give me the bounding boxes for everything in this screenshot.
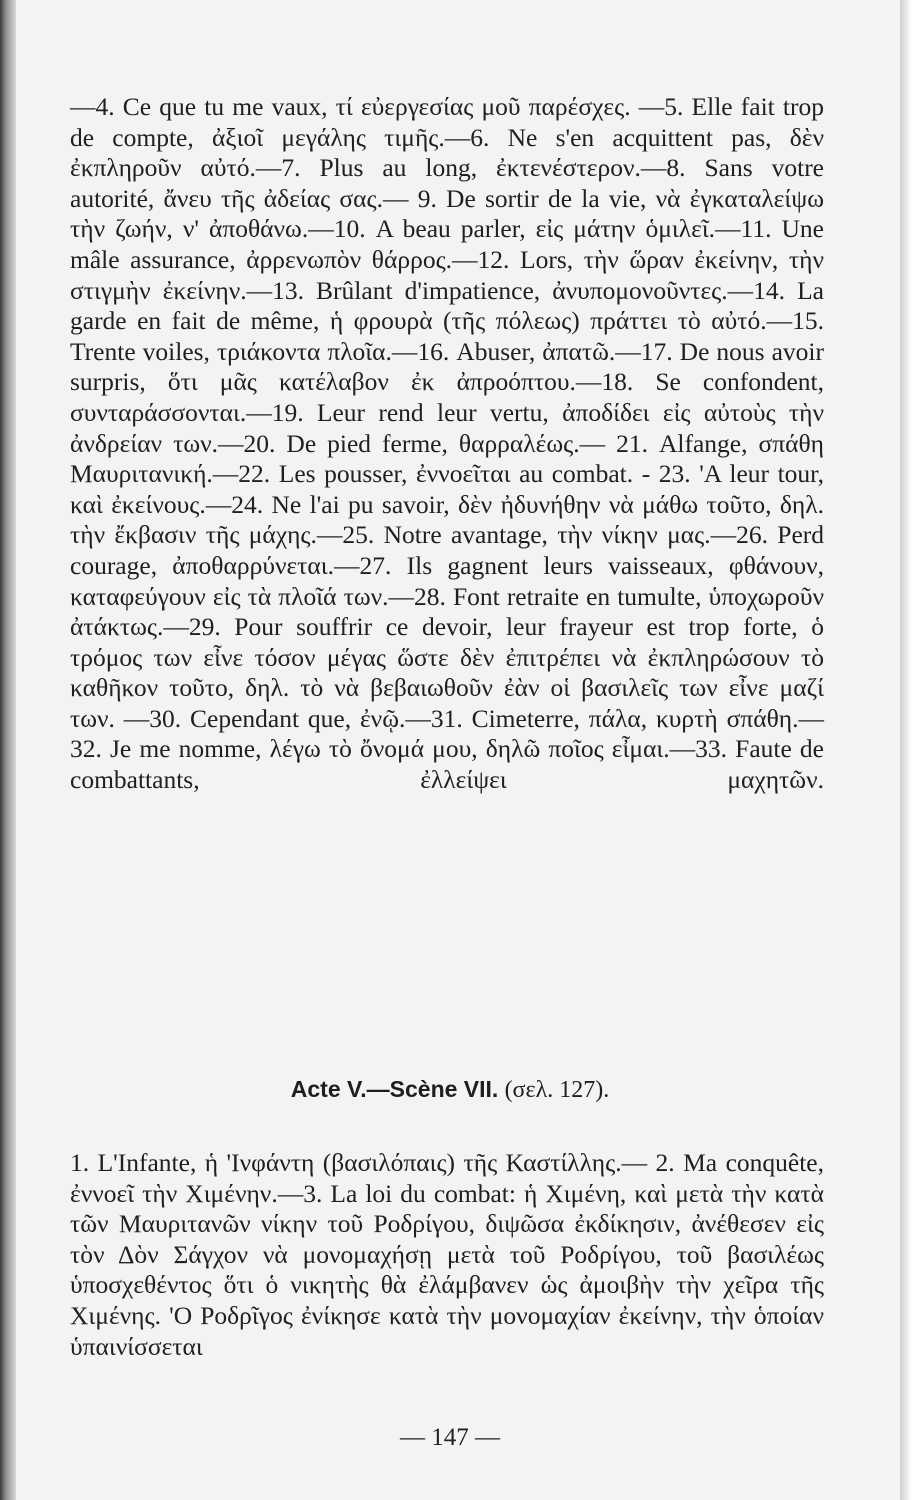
page-number: — 147 — — [400, 1424, 500, 1451]
section-heading — [0, 1076, 900, 1104]
page-right-margin — [900, 0, 912, 1500]
act-scene-title: Acte V.—Scène VII. — [290, 1076, 499, 1102]
notes-paragraph: —4. Ce que tu me vaux, τί εὐεργεσίας μοῦ παρέσχες. —5. Elle fait trop de compte, ἀξιοῖ μεγάλης τιμῆς.—6. Ne s'en acquittent pas, δὲν ἐκπληροῦν αὐτό.—7. Plus au long, ἐκτενέστερον.—8. Sans votre autorité, ἄνευ τῆς ἀδείας σας.— 9. De sortir de la vie, νὰ ἐγκαταλείψω τὴν ζωήν, ν' ἀποθάνω.—10. A beau parler, εἰς μάτην ὁμιλεῖ.—11. Une mâle assurance, ἀρρενωπὸν θάρρος.—12. Lors, τὴν ὥραν ἐκείνην, τὴν στιγμὴν ἐκείνην.—13. Brûlant d'impatience, ἀνυπομονοῦντες.—14. La garde en fait de même, ἡ φρουρὰ (τῆς πόλεως) πράττει τὸ αὐτό.—15. Trente voiles, τριάκοντα πλοῖα.—16. Abuser, ἀπατῶ.—17. De nous avoir surpris, ὅτι μᾶς κατέλαβον ἐκ ἀπροόπτου.—18. Se confondent, συνταράσσονται.—19. Leur rend leur vertu, ἀποδίδει εἰς αὐτοὺς τὴν ἀνδρείαν των.—20. De pied ferme, θαρραλέως.— 21. Alfange, σπάθη Μαυριτανική.—22. Les pousser, ἐννοεῖται au combat. - 23. 'A leur tour, καὶ ἐκείνους.—24. Ne l'ai pu savoir, δὲν ἠδυνήθην νὰ μάθω τοῦτο, δηλ. τὴν ἔκβασιν τῆς μάχης.—25. Notre avantage, τὴν νίκην μας.—26. Perd courage, ἀποθαρρύνεται.—27. Ils gagnent leurs vaisseaux, φθάνουν, καταφεύγουν εἰς τὰ πλοῖά των.—28. Font retraite en tumulte, ὑποχωροῦν ἀτάκτως.—29. Pour souffrir ce devoir, leur frayeur est trop forte, ὁ τρόμος των εἶνε τόσον μέγας ὥστε δὲν ἐπιτρέπει νὰ ἐκπληρώσουν τὸ καθῆκον τοῦτο, δηλ. τὸ νὰ βεβαιωθοῦν ἐὰν οἱ βασιλεῖς των εἶνε μαζί των. —30. Cependant que, ἐνῷ.—31. Cimeterre, πάλα, κυρτὴ σπάθη.—32. Je me nomme, λέγω τὸ ὄνομά μου, δηλῶ ποῖος εἶμαι.—33. Faute de combattants, ἐλλείψει μαχητῶν. — [70, 92, 824, 795]
book-spine-shadow — [0, 0, 16, 1500]
section-notes-paragraph: 1. L'Infante, ἡ 'Ινφάντη (βασιλόπαις) τῆς Καστίλλης.— 2. Ma conquête, ἐννοεῖ τὴν Χιμένην.—3. La loi du combat: ἡ Χιμένη, καὶ μετὰ τὴν κατὰ τῶν Μαυριτανῶν νίκην τοῦ Ροδρίγου, διψῶσα ἐκδίκησιν, ἀνέθεσεν εἰς τὸν Δὸν Σάγχον νὰ μονομαχήσῃ μετὰ τοῦ Ροδρίγου, τοῦ βασιλέως ὑποσχεθέντος ὅτι ὁ νικητὴς θὰ ἐλάμβανεν ὡς ἀμοιβὴν τὴν χεῖρα τῆς Χιμένης. 'Ο Ροδρῖγος ἐνίκησε κατὰ τὴν μονομαχίαν ἐκείνην, τὴν ὁποίαν ὑπαινίσσεται — [70, 1148, 824, 1361]
page-reference: (σελ. 127). — [504, 1077, 610, 1103]
